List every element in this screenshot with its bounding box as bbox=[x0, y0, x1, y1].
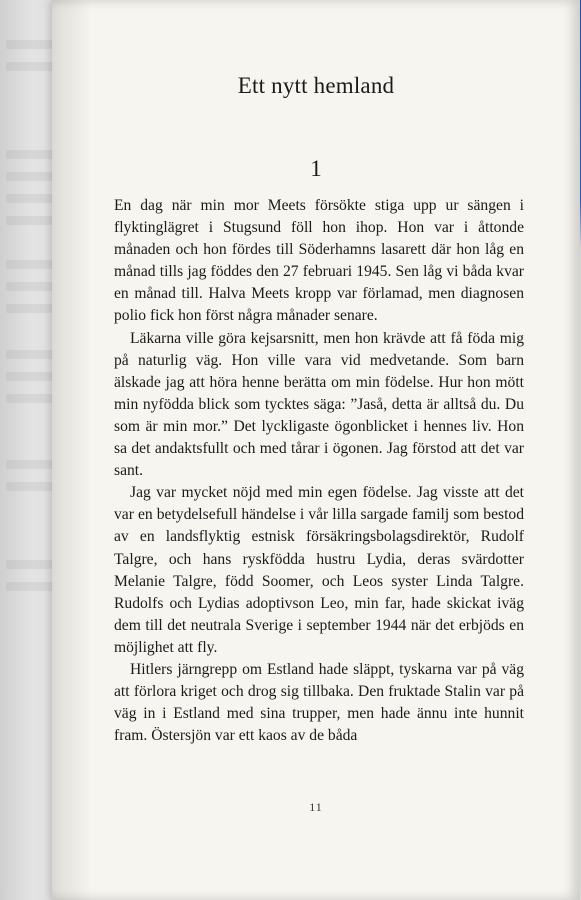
paragraph: Hitlers järngrepp om Estland hade släppt, tyskarna var på väg att förlora kriget och drog sig tillbaka. Den fruktade Stalin var på väg in i Estland med sina trupper, men hade ännu inte hunnit fram. Östersjön var ett kaos av de båda bbox=[114, 660, 524, 745]
chapter-title: Ett nytt hemland bbox=[237, 73, 395, 98]
paragraph: Läkarna ville göra kejsarsnitt, men hon krävde att få föda mig på naturlig väg. Hon ville vara vid medvetande. Som barn älskade jag att höra henne berätta om min födelse. Hur hon mött min nyfödda blick som tycktes säga: ”Jaså, detta är alltså du. Du som är min mor.” Det lyckligaste ögonblicket i hennes liv. Hon sa det andaktsfullt och med tårar i ögonen. Jag förstod att det var sant. bbox=[114, 329, 524, 480]
paragraph: Jag var mycket nöjd med min egen födelse. Jag visste att det var en betydelsefull händelse i vår lilla sargade familj som bestod av en landsflyktig estnisk försäkringsbolagsdirektör, Rudolf Talgre, och hans ryskfödda hustru Lydia, deras svärdotter Melanie Talgre, född Soomer, och Leos syster Linda Talgre. Rudolfs och Lydias adoptivson Leo, min far, hade skickat iväg dem till det neutrala Sverige i september 1944 när det erbjöds en möjlighet att fly. bbox=[114, 484, 524, 656]
body-text bbox=[114, 195, 524, 747]
page-number: 11 bbox=[309, 800, 323, 814]
chapter-number: 1 bbox=[310, 156, 322, 181]
page-gutter-shadow bbox=[52, 0, 92, 900]
paragraph: En dag när min mor Meets försökte stiga upp ur sängen i flyktinglägret i Stugsund föll hon ihop. Hon var i åttonde månaden och hon fördes till Söderhamns lasarett där hon låg en månad tills jag föddes den 27 februari 1945. Sen låg vi båda kvar en månad till. Halva Meets kropp var förlamad, men diagnosen polio fick hon först några månader senare. bbox=[114, 197, 524, 325]
book-page bbox=[52, 0, 580, 900]
